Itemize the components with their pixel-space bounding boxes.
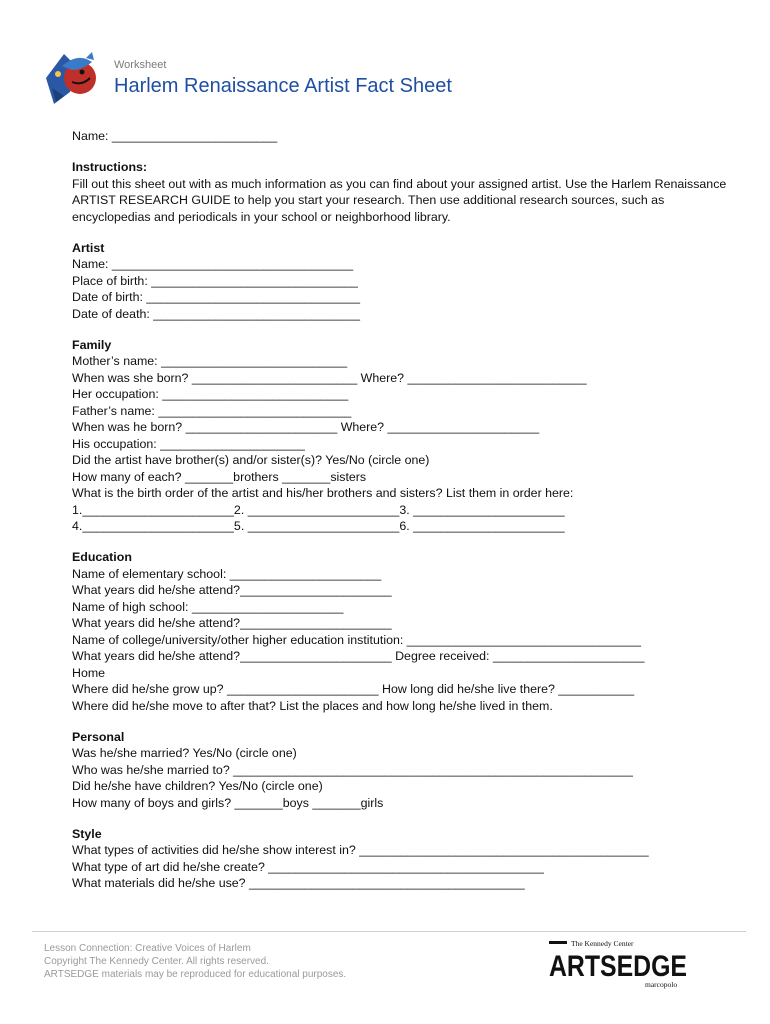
children-count-field[interactable]: How many of boys and girls? _______boys _______girls <box>72 795 384 810</box>
date-of-death-field[interactable]: Date of death: ______________________________ <box>72 306 361 321</box>
spouse-field[interactable]: Who was he/she married to? __________________________________________________________ <box>72 762 633 777</box>
siblings-count-field[interactable]: How many of each? _______brothers _______sisters <box>72 469 367 484</box>
section-heading-artist: Artist <box>72 240 105 255</box>
footer-divider <box>32 931 746 932</box>
elementary-school-field[interactable]: Name of elementary school: ______________________ <box>72 566 382 581</box>
instructions-text: Fill out this sheet out with as much information as you can find about your assigned artist. Use the Harlem Renaissance ARTIST RESEARCH GUIDE to help you start your research. Then use additional research sources, such as encyclopedias and periodicals in your school or neighborhood library. <box>72 176 727 224</box>
section-heading-family: Family <box>72 337 112 352</box>
page-title: Harlem Renaissance Artist Fact Sheet <box>114 75 452 97</box>
high-school-years-field[interactable]: What years did he/she attend?______________________ <box>72 616 392 630</box>
materials-field[interactable]: What materials did he/she use? ________________________________________ <box>72 876 525 890</box>
section-heading-education: Education <box>72 550 132 564</box>
mother-born-field[interactable]: When was she born? ________________________ Where? __________________________ <box>72 370 587 385</box>
moved-to-question: Where did he/she move to after that? List the places and how long he/she lived in them. <box>72 698 553 713</box>
birth-order-row-1[interactable]: 1.______________________2. ______________________3. ______________________ <box>72 502 565 517</box>
home-subheading: Home <box>72 665 106 680</box>
high-school-field[interactable]: Name of high school: ______________________ <box>72 599 344 614</box>
father-occupation-field[interactable]: His occupation: _____________________ <box>72 436 305 451</box>
footer <box>44 942 346 981</box>
worksheet-body <box>72 128 742 892</box>
married-question[interactable]: Was he/she married? Yes/No (circle one) <box>72 746 297 760</box>
instructions-heading: Instructions: <box>72 160 148 174</box>
art-type-field[interactable]: What type of art did he/she create? ________________________________________ <box>72 859 544 874</box>
mother-occupation-field[interactable]: Her occupation: ___________________________ <box>72 387 349 401</box>
grow-up-field[interactable]: Where did he/she grow up? ______________________ How long did he/she live there? ___________ <box>72 682 635 696</box>
elementary-years-field[interactable]: What years did he/she attend?______________________ <box>72 583 392 597</box>
harlem-renaissance-logo-icon <box>42 48 102 108</box>
activities-field[interactable]: What types of activities did he/she show interest in? __________________________________________ <box>72 843 649 857</box>
footer-lesson-line: Lesson Connection: Creative Voices of Harlem <box>44 943 251 954</box>
brand-sub-text: marcopolo <box>645 980 678 989</box>
birth-order-question: What is the birth order of the artist and his/her brothers and sisters? List them in order here: <box>72 486 574 500</box>
college-years-degree-field[interactable]: What years did he/she attend?______________________ Degree received: ______________________ <box>72 649 645 663</box>
student-name-field[interactable]: Name: ________________________ <box>72 129 278 143</box>
father-name-field[interactable]: Father’s name: ____________________________ <box>72 403 352 418</box>
footer-copyright-line: Copyright The Kennedy Center. All rights reserved. <box>44 956 269 967</box>
date-of-birth-field[interactable]: Date of birth: _______________________________ <box>72 290 361 304</box>
siblings-question[interactable]: Did the artist have brother(s) and/or sister(s)? Yes/No (circle one) <box>72 453 430 467</box>
artist-name-field[interactable]: Name: ___________________________________ <box>72 257 354 271</box>
father-born-field[interactable]: When was he born? ______________________ Where? ______________________ <box>72 420 540 434</box>
footer-reproduction-line: ARTSEDGE materials may be reproduced for educational purposes. <box>44 969 347 980</box>
place-of-birth-field[interactable]: Place of birth: ______________________________ <box>72 273 358 288</box>
section-heading-style: Style <box>72 826 102 841</box>
brand-main-text: ARTSEDGE <box>549 950 687 983</box>
mother-name-field[interactable]: Mother’s name: ___________________________ <box>72 354 348 368</box>
worksheet-label: Worksheet <box>114 59 167 71</box>
college-field[interactable]: Name of college/university/other higher education institution: __________________________________ <box>72 632 642 647</box>
children-question[interactable]: Did he/she have children? Yes/No (circle one) <box>72 779 323 793</box>
birth-order-row-2[interactable]: 4.______________________5. ______________________6. ______________________ <box>72 519 565 533</box>
artsedge-logo-icon <box>547 938 697 990</box>
brand-top-text: The Kennedy Center <box>571 939 634 948</box>
section-heading-personal: Personal <box>72 729 125 744</box>
